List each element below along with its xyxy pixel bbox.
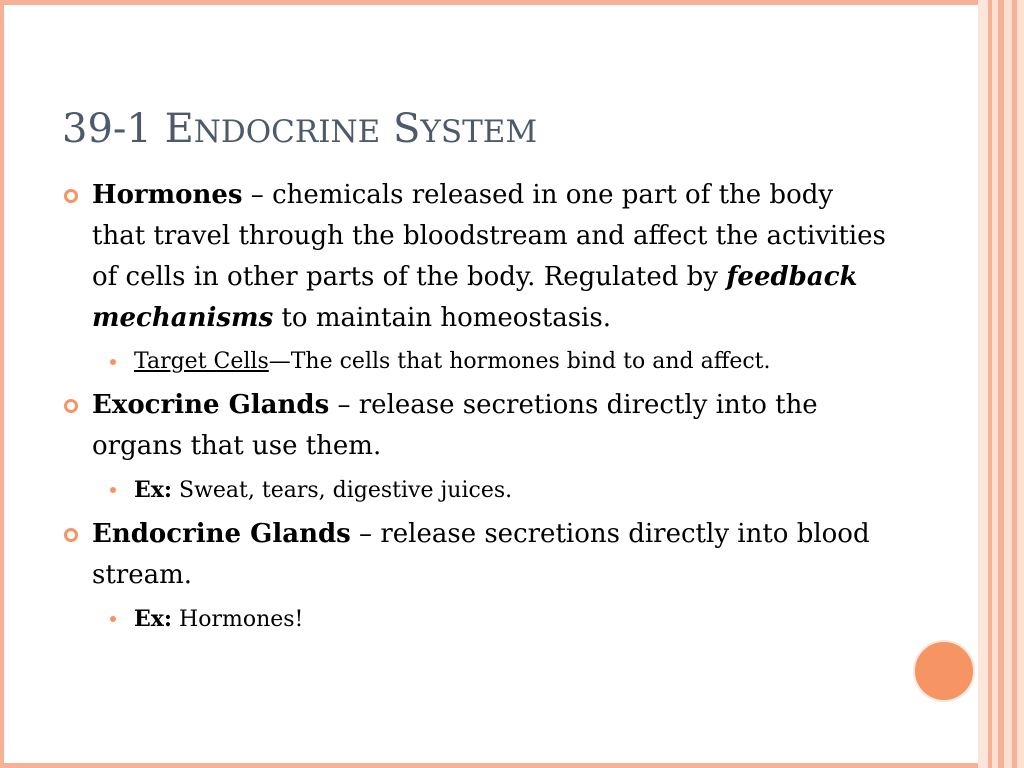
slide-frame-left — [0, 0, 4, 768]
decor-circle — [913, 640, 975, 702]
bullet-exocrine — [62, 385, 892, 467]
sub-bullet-example — [62, 473, 892, 508]
slide-frame-top — [0, 0, 986, 5]
term: Endocrine Glands — [92, 519, 351, 549]
title-initial: E — [164, 106, 194, 152]
title-space — [380, 106, 393, 152]
example-label: Ex: — [134, 477, 173, 503]
bullet-endocrine — [62, 514, 892, 596]
dot-bullet-icon — [110, 487, 116, 493]
definition: – release secretions directly into the organs that use them. — [92, 390, 818, 461]
term: Target Cells — [134, 349, 269, 374]
circle-bullet-icon — [64, 189, 78, 203]
bullet-hormones — [62, 175, 892, 339]
definition: – release secretions directly into blood stream. — [92, 519, 870, 590]
title-initial: S — [392, 106, 421, 152]
slide-title — [62, 106, 537, 152]
title-smallcaps: YSTEM — [420, 114, 538, 150]
slide-frame-bottom — [0, 763, 986, 768]
title-number: 39-1 — [62, 106, 165, 152]
sub-bullet-target-cells — [62, 345, 892, 379]
dot-bullet-icon — [110, 359, 116, 365]
definition: —The cells that hormones bind to and affect. — [268, 349, 771, 374]
circle-bullet-icon — [64, 528, 78, 542]
dot-bullet-icon — [110, 616, 116, 622]
example-text: Hormones! — [172, 607, 304, 632]
decor-stripe — [1004, 0, 1012, 768]
circle-bullet-icon — [64, 399, 78, 413]
decor-stripe — [978, 0, 988, 768]
emphasis: feedback mechanisms — [92, 262, 858, 333]
definition: – chemicals released in one part of the body that travel through the bloodstream and affect the activities of cells in other parts of the body. Regulated by — [92, 180, 886, 292]
decor-stripe — [1017, 0, 1024, 768]
title-smallcaps: NDOCRINE — [193, 114, 381, 150]
term: Exocrine Glands — [92, 390, 330, 420]
term: Hormones — [92, 180, 243, 210]
example-text: Sweat, tears, digestive juices. — [172, 478, 513, 503]
definition: to maintain homeostasis. — [273, 303, 611, 333]
sub-bullet-example — [62, 602, 892, 637]
slide-content — [62, 175, 892, 643]
example-label: Ex: — [134, 606, 173, 632]
